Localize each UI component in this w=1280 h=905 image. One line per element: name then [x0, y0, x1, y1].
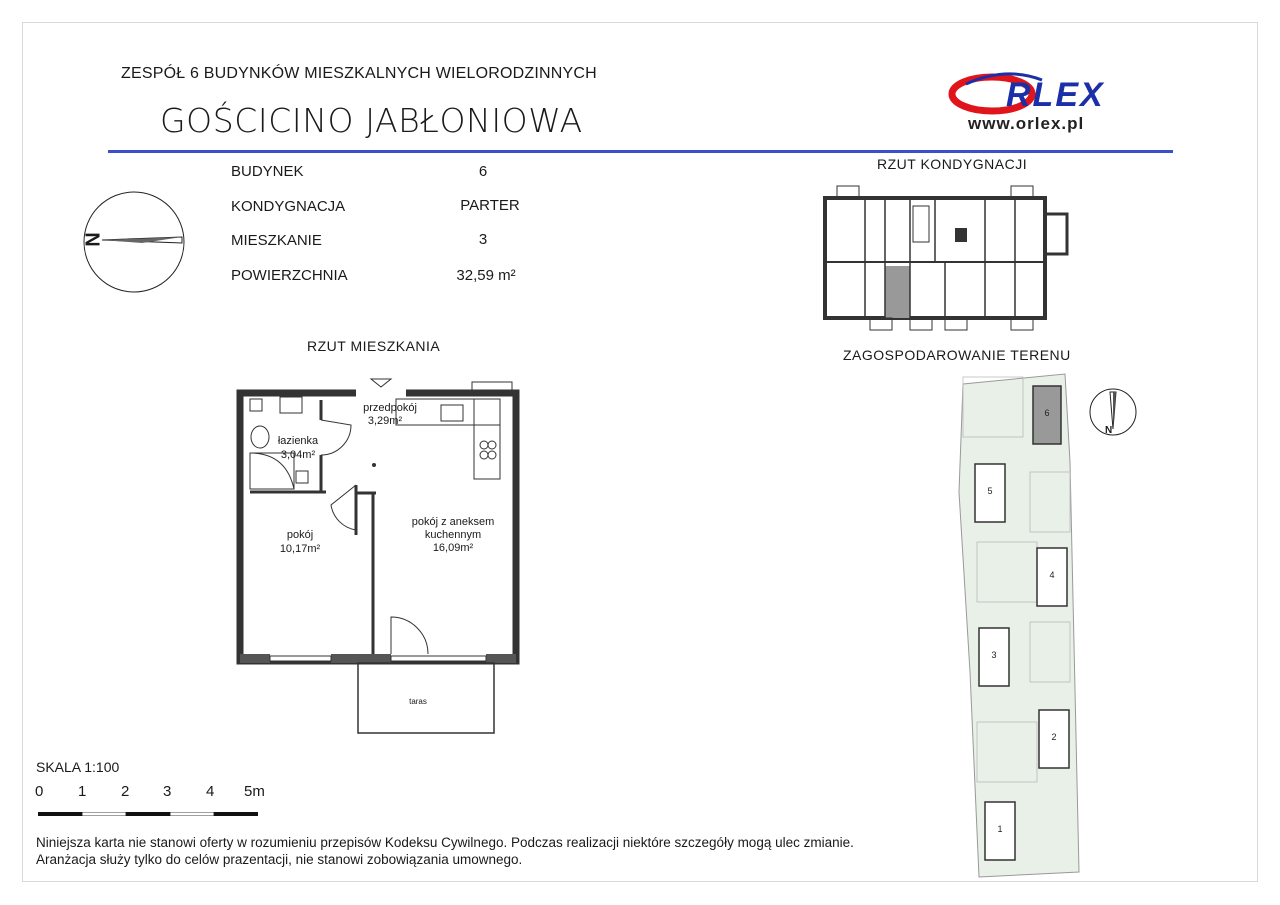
info-value-building: 6 [478, 163, 488, 180]
floor-plan-drawing [815, 178, 1075, 338]
project-title: GOŚCICINO JABŁONIOWA [160, 101, 583, 140]
info-value-apartment: 3 [478, 231, 488, 248]
room-bath-name: łazienka [277, 435, 319, 447]
logo-url[interactable]: www.orlex.pl [968, 114, 1085, 133]
room-bath-area: 3,04m² [280, 449, 316, 461]
site-building-6: 6 [1044, 408, 1050, 418]
floor-plan-label: RZUT KONDYGNACJI [877, 156, 1028, 172]
scale-tick-4: 4 [206, 783, 215, 800]
site-building-1: 1 [997, 824, 1003, 834]
info-label-floor: KONDYGNACJA [231, 198, 346, 215]
room-living-area: 16,09m² [432, 542, 474, 554]
room-living-name: pokój z aneksem [411, 516, 495, 528]
compass-site-north-letter: N [1105, 425, 1113, 436]
site-plan-label: ZAGOSPODAROWANIE TERENU [843, 347, 1071, 363]
site-plan-drawing [955, 372, 1090, 882]
info-label-apartment: MIESZKANIE [231, 232, 322, 249]
room-hall-area: 3,29m² [367, 415, 403, 427]
apartment-plan [236, 375, 526, 740]
compass-north-letter: N [82, 232, 105, 247]
scale-bar [38, 803, 258, 807]
scale-label: SKALA 1:100 [36, 759, 120, 775]
site-building-5: 5 [987, 486, 993, 496]
scale-tick-5: 5m [244, 783, 265, 800]
room-bedroom-area: 10,17m² [279, 543, 321, 555]
project-subtitle: ZESPÓŁ 6 BUDYNKÓW MIESZKALNYCH WIELORODZINNYCH [121, 65, 597, 82]
scale-tick-1: 1 [78, 783, 87, 800]
disclaimer-line-1: Niniejsza karta nie stanowi oferty w rozumieniu przepisów Kodeksu Cywilnego. Podczas realizacji niektóre szczegóły mogą ulec zmianie. [36, 835, 854, 850]
site-building-3: 3 [991, 650, 997, 660]
room-hall-name: przedpokój [363, 402, 417, 414]
info-label-area: POWIERZCHNIA [231, 267, 348, 284]
compass-site [1088, 387, 1138, 437]
scale-tick-0: 0 [35, 783, 44, 800]
room-living-name-2: kuchennym [424, 529, 482, 541]
header-rule [108, 150, 1173, 153]
disclaimer-line-2: Aranżacja służy tylko do celów prazentacji, nie stanowi zobowiązania umownego. [36, 852, 523, 867]
info-value-area: 32,59 m² [456, 267, 516, 284]
apartment-plan-label: RZUT MIESZKANIA [307, 338, 441, 354]
site-building-4: 4 [1049, 570, 1055, 580]
compass-main [82, 190, 186, 294]
info-value-floor: PARTER [460, 197, 520, 214]
site-building-2: 2 [1051, 732, 1057, 742]
logo-brand-text: RLEX [1006, 76, 1105, 114]
scale-tick-2: 2 [121, 783, 130, 800]
info-label-building: BUDYNEK [231, 163, 304, 180]
orlex-logo [946, 70, 1178, 136]
room-bedroom-name: pokój [286, 529, 314, 541]
room-terrace-name: taras [409, 697, 427, 706]
scale-tick-3: 3 [163, 783, 172, 800]
